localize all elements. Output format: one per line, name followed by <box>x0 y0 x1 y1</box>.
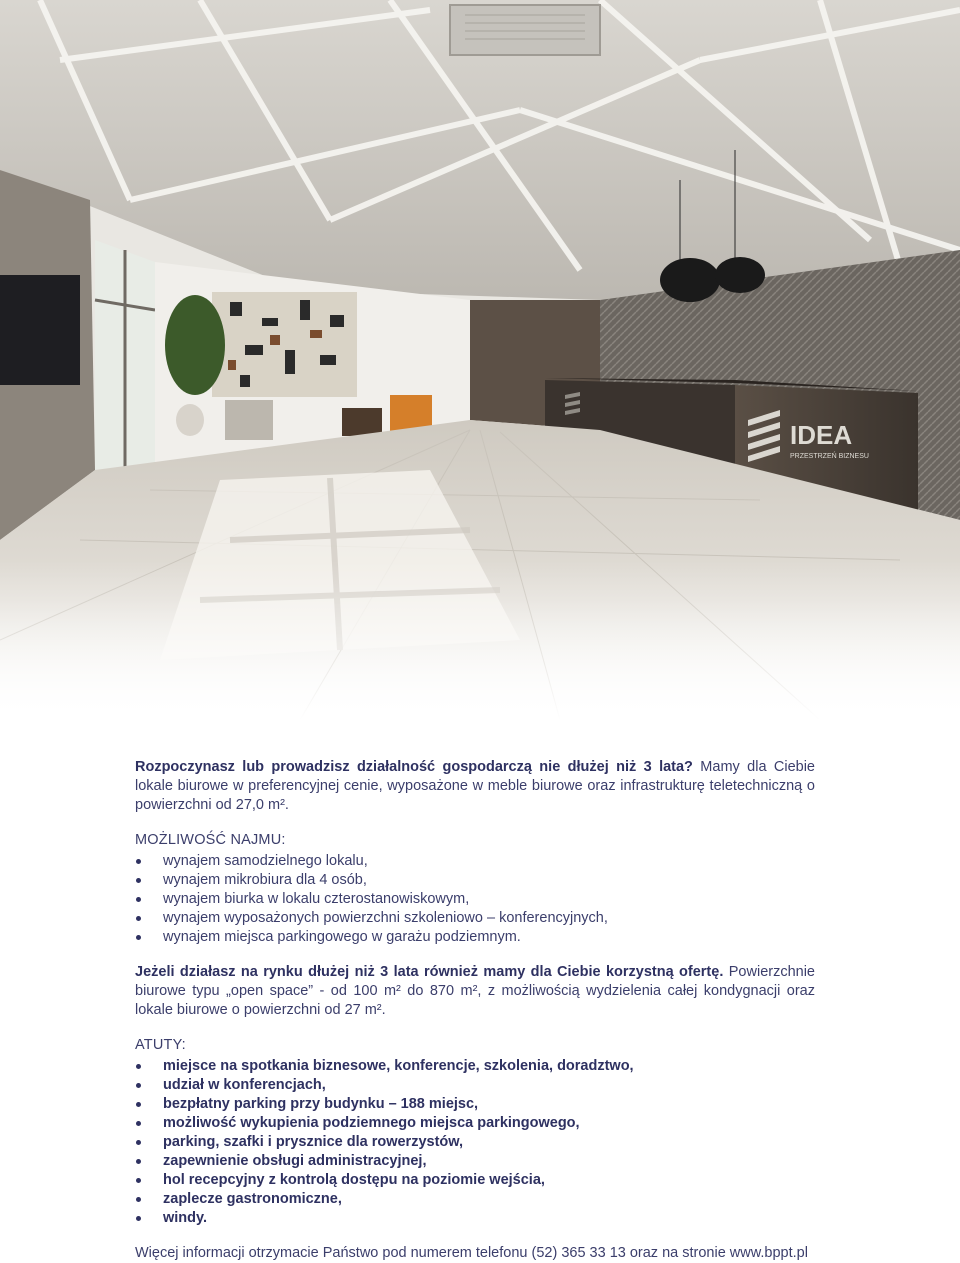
list-item: wynajem wyposażonych powierzchni szkoleniowo – konferencyjnych, <box>135 909 815 928</box>
desk-logo-subtext: PRZESTRZEŃ BIZNESU <box>790 453 869 460</box>
intro-paragraph <box>135 758 815 815</box>
intro-bold: Rozpoczynasz lub prowadzisz działalność gospodarczą nie dłużej niż 3 lata? <box>135 759 693 775</box>
list-item: wynajem biurka w lokalu czterostanowiskowym, <box>135 890 815 909</box>
list-item: wynajem samodzielnego lokalu, <box>135 852 815 871</box>
intro-normal: Mamy dla Ciebie lokale biurowe w preferencyjnej cenie, wyposażone w meble biurowe oraz infrastrukturę teletechniczną o powierzchni od 27,0 m². <box>135 759 815 813</box>
offer-bold: Jeżeli działasz na rynku dłużej niż 3 lata również mamy dla Ciebie korzystną ofertę. <box>135 964 724 980</box>
list-item: wynajem miejsca parkingowego w garażu podziemnym. <box>135 928 815 947</box>
list-item: hol recepcyjny z kontrolą dostępu na poziomie wejścia, <box>135 1171 815 1190</box>
text-content <box>135 758 815 1263</box>
atuty-list <box>135 1057 815 1228</box>
desk-logo-text: IDEA <box>790 420 853 450</box>
atuty-title: ATUTY: <box>135 1037 186 1053</box>
list-item: możliwość wykupienia podziemnego miejsca parkingowego, <box>135 1114 815 1133</box>
footer-info: Więcej informacji otrzymacie Państwo pod numerem telefonu (52) 365 33 13 oraz na stronie www.bppt.pl <box>135 1245 808 1261</box>
list-item: windy. <box>135 1209 815 1228</box>
rental-title: MOŻLIWOŚĆ NAJMU: <box>135 832 286 848</box>
list-item: udział w konferencjach, <box>135 1076 815 1095</box>
list-item: zapewnienie obsługi administracyjnej, <box>135 1152 815 1171</box>
list-item: miejsce na spotkania biznesowe, konferencje, szkolenia, doradztwo, <box>135 1057 815 1076</box>
rental-list <box>135 852 815 947</box>
list-item: bezpłatny parking przy budynku – 188 miejsc, <box>135 1095 815 1114</box>
list-item: parking, szafki i prysznice dla rowerzystów, <box>135 1133 815 1152</box>
offer-normal: Powierzchnie biurowe typu „open space” - od 100 m² do 870 m², z możliwością wydzielenia całej kondygnacji oraz lokale biurowe o powierzchni od 27 m². <box>135 964 815 1018</box>
list-item: wynajem mikrobiura dla 4 osób, <box>135 871 815 890</box>
list-item: zaplecze gastronomiczne, <box>135 1190 815 1209</box>
offer-paragraph <box>135 963 815 1020</box>
